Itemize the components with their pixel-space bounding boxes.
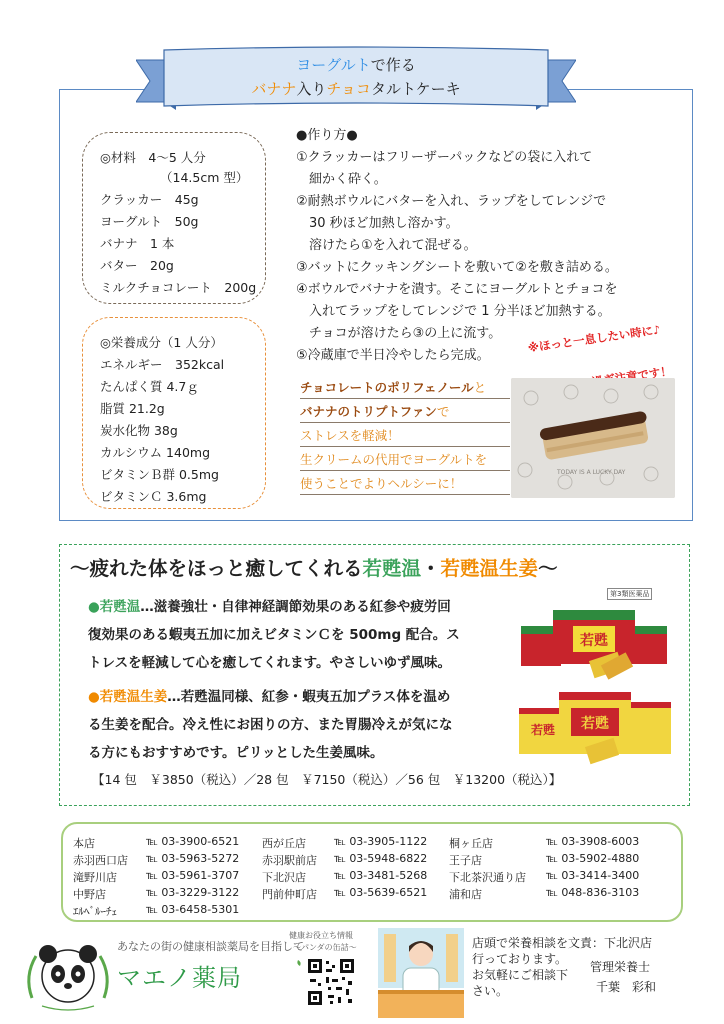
steps-heading: ●作り方● (296, 128, 358, 143)
ingredient-line: バター 20g (100, 258, 174, 273)
product-title-dot: ・ (421, 557, 441, 580)
store-name: 赤羽駅前店 (262, 854, 317, 867)
product2-bullet: ● (88, 689, 100, 705)
store-tel: ℡ 03-3229-3122 (146, 886, 240, 899)
nutrition-line: ビタミンＣ 3.6mg (100, 489, 207, 504)
product1-line2: 復効果のある蝦夷五加に加えビタミンＣを 500mg 配合。ス (88, 627, 460, 643)
step-line: 溶けたら①を入れて混ぜる。 (296, 238, 477, 253)
recipe-title-line1 (136, 54, 576, 75)
tip-healthy: 使うことでよりヘルシーに！ (300, 476, 463, 491)
box-logo: 若甦 (580, 633, 608, 649)
title-word-iri: 入り (296, 80, 327, 98)
store-name: 門前仲町店 (262, 888, 317, 901)
brand-name: マエノ薬局 (117, 964, 242, 992)
store-name: 桐ヶ丘店 (449, 837, 493, 850)
nutrition-line: たんぱく質 4.7ｇ (100, 379, 199, 394)
nutrition-line: ビタミンＢ群 0.5mg (100, 467, 219, 482)
product2-line1 (88, 685, 450, 705)
nutrition-line: 炭水化物 38g (100, 423, 178, 438)
title-word-choco: チョコ (326, 80, 371, 98)
store-tel: ℡ 03-5961-3707 (146, 869, 240, 882)
store-tel: ℡ 03-5963-5272 (146, 852, 240, 865)
tip-de: で (436, 404, 450, 419)
price-line: 【14 包 ￥3850（税込）／28 包 ￥7150（税込）／56 包 ￥13200（税込）】 (92, 772, 562, 787)
store-tel: ℡ 03-3481-5268 (334, 869, 428, 882)
nutrition-line: エネルギー 352kcal (100, 357, 225, 372)
nutrition-heading: ◎栄養成分（1 人分） (100, 335, 223, 350)
store-tel: ℡ 03-3414-3400 (546, 869, 640, 882)
step-line: ④ボウルでバナナを潰す。そこにヨーグルトとチョコを (296, 282, 618, 297)
tip-line-2 (300, 402, 510, 423)
product2-name: 若甦温生姜 (99, 689, 168, 705)
product2-desc1: …若甦温同様、紅参・蝦夷五加プラス体を温め (167, 689, 451, 705)
ingredient-line: バナナ 1 本 (100, 236, 175, 251)
qr-subtitle: ～パンダの缶詰～ (293, 943, 357, 952)
qr-title: 健康お役立ち情報 (289, 931, 353, 940)
step-line: ①クラッカーはフリーザーパックなどの袋に入れて (296, 150, 593, 165)
consult-line-2: 行っております。 (472, 952, 568, 966)
store-tel: ℡ 03-3900-6521 (146, 835, 240, 848)
step-line: 30 秒ほど加熱し溶かす。 (296, 216, 459, 231)
dietitian-role: 管理栄養士 (590, 960, 651, 974)
ingredient-line: クラッカー 45g (100, 192, 199, 207)
title-word-banana: バナナ (251, 80, 297, 98)
tip-to: と (473, 380, 487, 395)
product-box-jakusoon-image (515, 596, 675, 680)
tip-line-1 (300, 378, 510, 399)
product1-desc1: …滋養強壮・自律神経調節効果のある紅参や疲労回 (140, 599, 451, 615)
store-name: 西が丘店 (262, 837, 306, 850)
ingredient-line: ヨーグルト 50g (100, 214, 199, 229)
photo-caption: TODAY IS A LUCKY DAY (557, 469, 626, 476)
consult-line-3: お気軽にご相談下 (472, 968, 569, 982)
dietitian-name: 千葉 彩和 (596, 980, 657, 994)
tip-stress: ストレスを軽減！ (300, 428, 400, 443)
store-name: ｴﾙﾍﾞﾙｰﾁｪ (73, 905, 117, 918)
drug-class-label: 第3類医薬品 (607, 588, 652, 600)
title-word-de-tsukuru: で作る (370, 56, 416, 74)
store-tel: ℡ 03-5902-4880 (546, 852, 640, 865)
store-tel: ℡ 048-836-3103 (546, 886, 640, 899)
store-tel: ℡ 03-3908-6003 (546, 835, 640, 848)
store-name: 下北茶沢通り店 (449, 871, 526, 884)
tip-line-5 (300, 474, 510, 495)
store-name: 滝野川店 (73, 871, 117, 884)
tagline: あなたの街の健康相談薬局を目指して (117, 940, 304, 953)
product2-line3: る方にもおすすめです。ピリッとした生姜風味。 (88, 745, 384, 761)
ingredient-line: ミルクチョコレート 200g (100, 280, 257, 295)
pharmacist-illustration (378, 928, 464, 1018)
product-title (70, 553, 558, 581)
product-title-jakusoon: 若甦温 (362, 557, 422, 580)
consult-line-4: さい。 (472, 984, 509, 998)
nutrition-line: 脂質 21.2g (100, 401, 165, 416)
tip-yogurt-substitute: 生クリームの代用でヨーグルトを (300, 452, 488, 467)
product-box-ginger-image (515, 688, 675, 768)
step-line: チョコが溶けたら③の上に流す。 (296, 326, 502, 341)
store-tel: ℡ 03-5639-6521 (334, 886, 428, 899)
title-word-tart-cake: タルトケーキ (370, 80, 461, 98)
title-word-yogurt: ヨーグルト (296, 56, 371, 74)
box-logo-ginger: 若甦 (581, 716, 609, 732)
product1-line3: トレスを軽減して心を癒してくれます。やさしいゆず風味。 (88, 655, 452, 671)
qr-code-icon[interactable] (306, 957, 356, 1007)
step-line: 入れてラップをしてレンジで 1 分半ほど加熱する。 (296, 304, 611, 319)
store-name: 浦和店 (449, 888, 482, 901)
store-name: 赤羽西口店 (73, 854, 128, 867)
step-line: 細かく砕く。 (296, 172, 387, 187)
store-tel: ℡ 03-3905-1122 (334, 835, 428, 848)
tip-line-3 (300, 426, 510, 447)
product2-line2: る生姜を配合。冷え性にお困りの方、また胃腸冷えが気にな (88, 717, 453, 733)
product1-name: 若甦温 (99, 599, 141, 615)
tip-line-4 (300, 450, 510, 471)
store-name: 中野店 (73, 888, 106, 901)
product1-line1 (88, 595, 451, 615)
tip-tryptophan: バナナのトリプトファン (300, 404, 437, 419)
recipe-title-line2 (136, 78, 576, 99)
consult-line-1: 店頭で栄養相談を文責：下北沢店 (472, 936, 653, 950)
ingredient-line: （14.5cm 型） (160, 170, 249, 185)
note-red-1: ※ほっと一息したい時に♪ (527, 322, 662, 355)
product-title-tail: ～ (538, 557, 558, 580)
store-name: 王子店 (449, 854, 482, 867)
box-logo-ginger-left: 若甦 (530, 723, 556, 737)
nutrition-line: カルシウム 140mg (100, 445, 211, 460)
panda-logo-icon (22, 936, 114, 1016)
store-tel: ℡ 03-6458-5301 (146, 903, 240, 916)
ingredients-heading: ◎材料 4～5 人分 (100, 150, 206, 165)
product-title-lead: ～疲れた体をほっと癒してくれる (70, 557, 363, 580)
cake-photo (511, 378, 675, 498)
store-name: 本店 (73, 837, 95, 850)
store-tel: ℡ 03-5948-6822 (334, 852, 428, 865)
tip-polyphenol: チョコレートのポリフェノール (300, 380, 474, 395)
leaf-icon (296, 960, 304, 976)
recipe-title-ribbon (136, 44, 576, 114)
step-line: ⑤冷蔵庫で半日冷やしたら完成。 (296, 348, 490, 363)
step-line: ③バットにクッキングシートを敷いて②を敷き詰める。 (296, 260, 618, 275)
store-name: 下北沢店 (262, 871, 306, 884)
product-title-ginger: 若甦温生姜 (440, 557, 539, 580)
step-line: ②耐熱ボウルにバターを入れ、ラップをしてレンジで (296, 194, 607, 209)
product1-bullet: ● (88, 599, 100, 615)
